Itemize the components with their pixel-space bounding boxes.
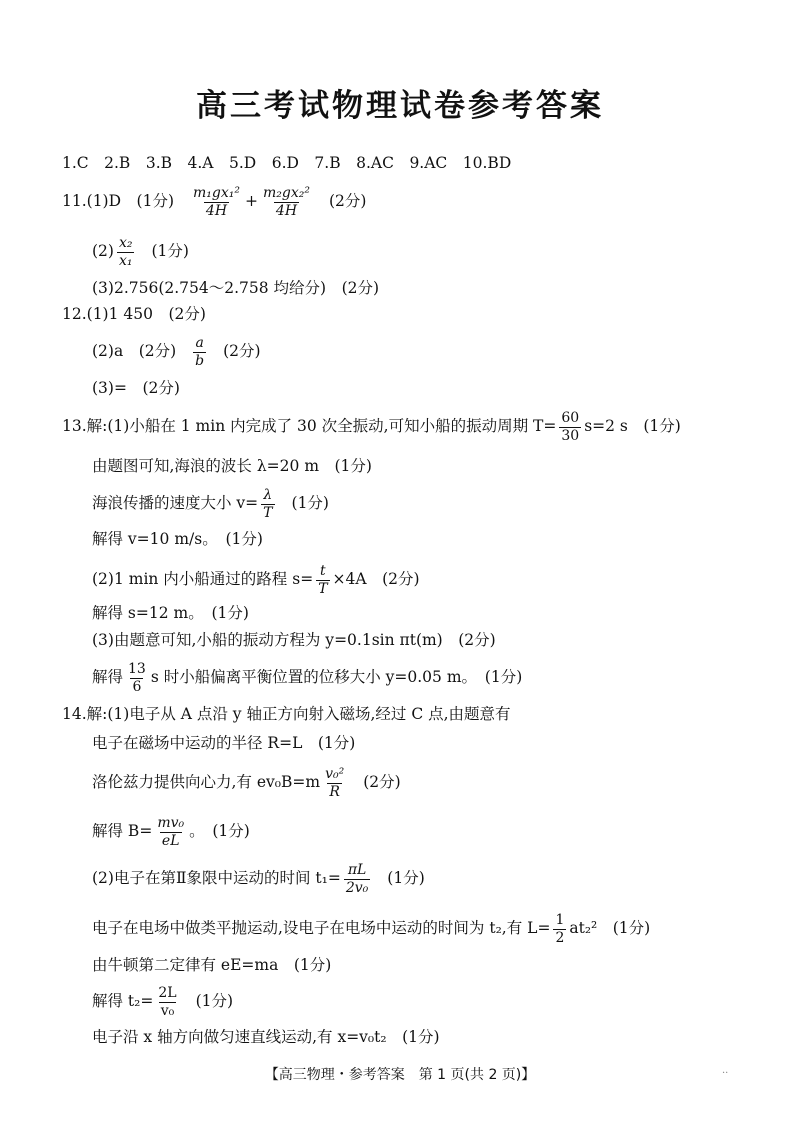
- q13-line8-suffix: s 时小船偏离平衡位置的位移大小 y=0.05 m。 (1分): [150, 668, 523, 687]
- q11-part2-denominator: x₁: [118, 252, 133, 269]
- q14-line6-prefix: 电子在电场中做类平抛运动,设电子在电场中运动的时间为 t₂,有 L=: [92, 919, 551, 938]
- q14-t2-numerator: 2L: [158, 985, 177, 1001]
- q14-line5-score: (1分): [387, 869, 425, 888]
- q13-line5: [92, 564, 420, 596]
- q13-line4: 解得 v=10 m/s。 (1分): [92, 530, 263, 548]
- q14-line3-score: (2分): [363, 773, 401, 792]
- q14-line9: 电子沿 x 轴方向做匀速直线运动,有 x=v₀t₂ (1分): [92, 1028, 440, 1046]
- q13-distance-denominator: T: [318, 580, 328, 597]
- q11-part2-score: (1分): [151, 242, 189, 261]
- q14-t1-numerator: πL: [347, 862, 367, 878]
- q11-part2-prefix: (2): [92, 242, 114, 261]
- q13-speed-denominator: T: [263, 504, 273, 521]
- q13-line1-prefix: 13.解:(1)小船在 1 min 内完成了 30 次全振动,可知小船的振动周期 T=: [62, 417, 557, 436]
- q14-field-fraction: [155, 816, 186, 848]
- q14-force-numerator: v₀²: [325, 766, 345, 782]
- multiple-choice-answers: 1.C 2.B 3.B 4.A 5.D 6.D 7.B 8.AC 9.AC 10.BD: [62, 154, 512, 172]
- q13-distance-numerator: t: [320, 563, 326, 579]
- q14-line5: [92, 863, 425, 895]
- q14-line4-suffix: 。 (1分): [189, 822, 250, 841]
- q14-half-denominator: 2: [555, 929, 565, 946]
- q13-speed-numerator: λ: [263, 487, 273, 503]
- q14-line8-score: (1分): [195, 992, 234, 1011]
- q12-part2: [92, 336, 261, 368]
- q11-fraction-1-denominator: 4H: [205, 202, 228, 219]
- q14-line8: [92, 986, 233, 1018]
- q11-part2-fraction: [117, 236, 135, 268]
- q11-part1-prefix: 11.(1)D (1分): [62, 192, 174, 211]
- q11-plus-sign: +: [244, 192, 258, 211]
- q11-fraction-2-numerator: m₂gx₂²: [262, 185, 310, 201]
- q13-time-denominator: 6: [132, 678, 142, 695]
- q12-part3: (3)= (2分): [92, 379, 180, 397]
- q14-line8-prefix: 解得 t₂=: [92, 992, 154, 1011]
- q13-line2: 由题图可知,海浪的波长 λ=20 m (1分): [92, 457, 372, 475]
- q14-line5-prefix: (2)电子在第Ⅱ象限中运动的时间 t₁=: [92, 869, 341, 888]
- q13-time-numerator: 13: [128, 661, 146, 677]
- q13-line6: 解得 s=12 m。 (1分): [92, 604, 249, 622]
- q13-period-fraction: [559, 411, 581, 443]
- q13-time-fraction: [126, 662, 148, 694]
- q11-fraction-1-numerator: m₁gx₁²: [193, 185, 240, 201]
- q11-fraction-2-denominator: 4H: [275, 202, 298, 219]
- q12-part2-numerator: a: [195, 335, 204, 351]
- q14-field-denominator: eL: [161, 832, 180, 849]
- q14-t2-denominator: v₀: [160, 1002, 175, 1019]
- q13-distance-fraction: [316, 564, 329, 596]
- q14-field-numerator: mv₀: [157, 815, 185, 831]
- q11-part3: (3)2.756(2.754～2.758 均给分) (2分): [92, 279, 380, 297]
- q14-t2-fraction: [156, 986, 178, 1018]
- q13-line8: [92, 662, 522, 694]
- q14-line6: [92, 913, 650, 945]
- q13-period-denominator: 30: [561, 427, 580, 444]
- q13-line7: (3)由题意可知,小船的振动方程为 y=0.1sin πt(m) (2分): [92, 631, 496, 649]
- q14-line3-prefix: 洛伦兹力提供向心力,有 ev₀B=m: [92, 773, 321, 792]
- q11-fraction-2: [261, 186, 312, 218]
- page-footer: 【高三物理・参考答案 第 1 页(共 2 页)】: [264, 1067, 536, 1083]
- q14-line7: 由牛顿第二定律有 eE=ma (1分): [92, 956, 332, 974]
- q11-part1: [62, 186, 366, 218]
- q14-line1: 14.解:(1)电子从 A 点沿 y 轴正方向射入磁场,经过 C 点,由题意有: [62, 705, 511, 723]
- q11-part2: [92, 236, 189, 268]
- q14-line4: [92, 816, 250, 848]
- q13-line1: [62, 411, 681, 443]
- corner-mark: ··: [722, 1068, 729, 1079]
- q14-force-denominator: R: [329, 783, 340, 800]
- q14-force-fraction: [323, 767, 346, 799]
- q12-part2-score: (2分): [223, 342, 261, 361]
- q13-speed-fraction: [261, 488, 274, 520]
- q13-period-numerator: 60: [561, 410, 580, 426]
- q13-line3-score: (1分): [291, 494, 329, 513]
- q11-part1-score: (2分): [328, 192, 367, 211]
- page-title: 高三考试物理试卷参考答案: [196, 88, 604, 124]
- q13-line5-suffix: ×4A (2分): [332, 570, 420, 589]
- q11-fraction-1: [191, 186, 242, 218]
- q12-part2-prefix: (2)a (2分): [92, 342, 177, 361]
- q12-part2-fraction: [193, 336, 206, 368]
- q12-part1: 12.(1)1 450 (2分): [62, 305, 206, 323]
- q13-line5-prefix: (2)1 min 内小船通过的路程 s=: [92, 570, 314, 589]
- q13-line1-suffix: s=2 s (1分): [584, 417, 681, 436]
- q14-line3: [92, 767, 401, 799]
- q14-line2: 电子在磁场中运动的半径 R=L (1分): [92, 734, 356, 752]
- q14-t1-fraction: [344, 863, 370, 895]
- q11-part2-numerator: x₂: [118, 235, 133, 251]
- q12-part2-denominator: b: [195, 352, 205, 369]
- q14-line6-suffix: at₂² (1分): [569, 919, 651, 938]
- q14-half-fraction: [553, 913, 566, 945]
- q14-t1-denominator: 2v₀: [345, 879, 369, 896]
- q13-line8-prefix: 解得: [92, 668, 124, 687]
- q14-line4-prefix: 解得 B=: [92, 822, 153, 841]
- q13-line3: [92, 488, 329, 520]
- q13-line3-prefix: 海浪传播的速度大小 v=: [92, 494, 259, 513]
- q14-half-numerator: 1: [555, 912, 565, 928]
